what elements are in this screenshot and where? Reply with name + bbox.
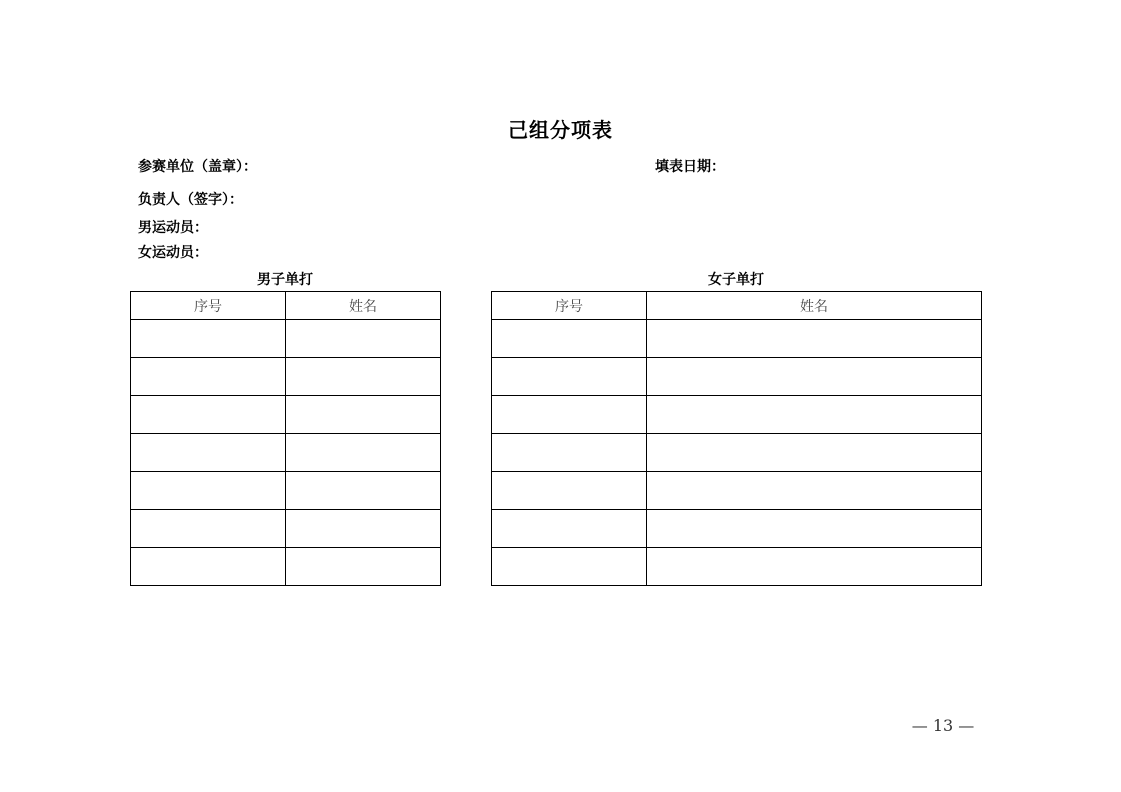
table-row [492, 472, 982, 510]
number-cell[interactable] [492, 510, 647, 548]
number-cell[interactable] [131, 434, 286, 472]
number-cell[interactable] [131, 396, 286, 434]
womens-singles-caption: 女子单打 [708, 272, 764, 288]
number-cell[interactable] [492, 472, 647, 510]
name-cell[interactable] [286, 396, 441, 434]
date-label: 填表日期： [655, 159, 725, 175]
number-cell[interactable] [131, 358, 286, 396]
table-header-row [131, 292, 441, 320]
female-athletes-label: 女运动员： [138, 245, 208, 261]
table-row [492, 548, 982, 586]
mens-singles-table [130, 291, 441, 586]
number-cell[interactable] [492, 548, 647, 586]
table-row [131, 472, 441, 510]
name-cell[interactable] [647, 510, 982, 548]
name-cell[interactable] [647, 358, 982, 396]
col-header-number: 序号 [492, 292, 647, 320]
table-row [131, 434, 441, 472]
col-header-number: 序号 [131, 292, 286, 320]
table-row [492, 320, 982, 358]
table-row [131, 358, 441, 396]
number-cell[interactable] [131, 472, 286, 510]
name-cell[interactable] [286, 434, 441, 472]
table-row [131, 396, 441, 434]
table-row [131, 548, 441, 586]
number-cell[interactable] [131, 320, 286, 358]
name-cell[interactable] [647, 320, 982, 358]
name-cell[interactable] [647, 548, 982, 586]
table-row [131, 320, 441, 358]
col-header-name: 姓名 [286, 292, 441, 320]
male-athletes-label: 男运动员： [138, 220, 208, 236]
page-number: — 13 — [911, 716, 975, 735]
number-cell[interactable] [492, 320, 647, 358]
col-header-name: 姓名 [647, 292, 982, 320]
number-cell[interactable] [131, 510, 286, 548]
table-row [492, 434, 982, 472]
name-cell[interactable] [647, 434, 982, 472]
form-title: 己组分项表 [508, 118, 613, 142]
name-cell[interactable] [286, 548, 441, 586]
table-row [492, 358, 982, 396]
number-cell[interactable] [492, 434, 647, 472]
leader-label: 负责人（签字）： [138, 192, 243, 208]
table-row [492, 396, 982, 434]
table-row [492, 510, 982, 548]
number-cell[interactable] [492, 396, 647, 434]
name-cell[interactable] [647, 472, 982, 510]
name-cell[interactable] [647, 396, 982, 434]
womens-singles-table [491, 291, 982, 586]
name-cell[interactable] [286, 320, 441, 358]
number-cell[interactable] [492, 358, 647, 396]
number-cell[interactable] [131, 548, 286, 586]
name-cell[interactable] [286, 510, 441, 548]
table-header-row [492, 292, 982, 320]
unit-label: 参赛单位（盖章）： [138, 159, 257, 175]
table-row [131, 510, 441, 548]
name-cell[interactable] [286, 472, 441, 510]
mens-singles-caption: 男子单打 [257, 272, 313, 288]
name-cell[interactable] [286, 358, 441, 396]
